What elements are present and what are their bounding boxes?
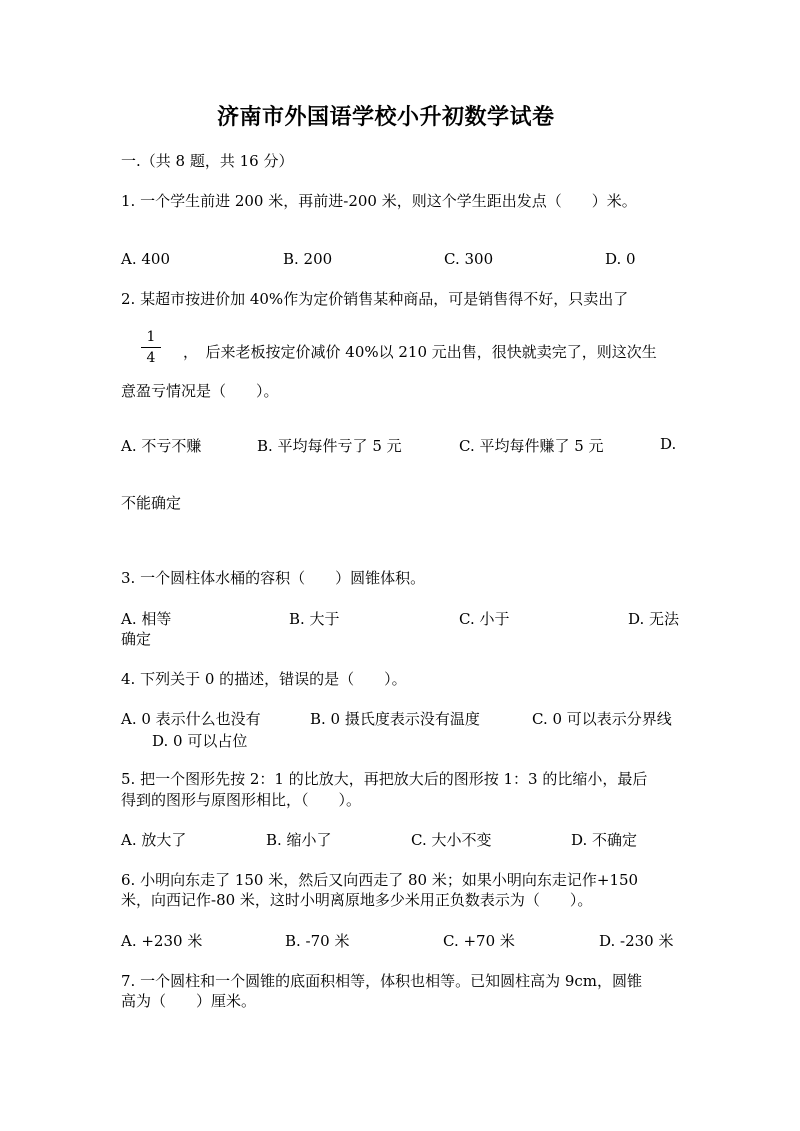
q4-option-c: C. 0 可以表示分界线 [532, 710, 672, 728]
q1-option-c: C. 300 [444, 250, 494, 268]
question-2-line-3: 意盈亏情况是（ ）。 [121, 382, 279, 400]
q1-option-a: A. 400 [121, 250, 170, 268]
question-5-line-2: 得到的图形与原图形相比，（ ）。 [121, 791, 362, 809]
q6-option-d: D. -230 米 [599, 932, 674, 950]
fraction-numerator: 1 [146, 329, 156, 345]
q2-option-d-continued: 不能确定 [121, 494, 182, 512]
q1-option-d: D. 0 [605, 250, 636, 268]
q2-option-a: A. 不亏不赚 [121, 437, 202, 455]
q4-option-a: A. 0 表示什么也没有 [121, 710, 261, 728]
question-6-line-1: 6. 小明向东走了 150 米，然后又向西走了 80 米；如果小明向东走记作+150 [121, 871, 639, 889]
q1-option-b: B. 200 [283, 250, 333, 268]
question-7-line-2: 高为（ ）厘米。 [121, 992, 257, 1010]
fraction-denominator: 4 [146, 350, 156, 366]
section-heading: 一.（共 8 题，共 16 分） [121, 152, 294, 170]
q5-option-c: C. 大小不变 [411, 831, 492, 849]
question-7-line-1: 7. 一个圆柱和一个圆锥的底面积相等，体积也相等。已知圆柱高为 9cm，圆锥 [121, 972, 643, 990]
q6-option-a: A. +230 米 [121, 932, 203, 950]
q3-option-d-continued: 确定 [121, 630, 152, 648]
question-1-text: 1. 一个学生前进 200 米，再前进-200 米，则这个学生距出发点（ ）米。 [121, 192, 637, 210]
question-3-text: 3. 一个圆柱体水桶的容积（ ）圆锥体积。 [121, 569, 426, 587]
fraction-one-quarter [141, 328, 161, 367]
question-2-line-2: ， 后来老板按定价减价 40%以 210 元出售，很快就卖完了，则这次生 [183, 343, 657, 361]
q5-option-a: A. 放大了 [121, 831, 187, 849]
fraction-bar [141, 347, 161, 348]
q3-option-c: C. 小于 [459, 610, 510, 628]
q2-option-d: D. [660, 435, 677, 453]
q3-option-b: B. 大于 [289, 610, 340, 628]
q3-option-d: D. 无法 [628, 610, 680, 628]
q2-option-b: B. 平均每件亏了 5 元 [257, 437, 402, 455]
question-5-line-1: 5. 把一个图形先按 2：1 的比放大，再把放大后的图形按 1：3 的比缩小，最后 [121, 770, 648, 788]
q4-option-d: D. 0 可以占位 [152, 732, 248, 750]
question-6-line-2: 米，向西记作-80 米，这时小明离原地多少米用正负数表示为（ ）。 [121, 891, 593, 909]
q6-option-b: B. -70 米 [285, 932, 350, 950]
page-title: 济南市外国语学校小升初数学试卷 [217, 104, 555, 130]
q3-option-a: A. 相等 [121, 610, 172, 628]
q5-option-d: D. 不确定 [571, 831, 638, 849]
q2-option-c: C. 平均每件赚了 5 元 [459, 437, 604, 455]
question-4-text: 4. 下列关于 0 的描述，错误的是（ ）。 [121, 670, 407, 688]
q4-option-b: B. 0 摄氏度表示没有温度 [310, 710, 480, 728]
q5-option-b: B. 缩小了 [266, 831, 332, 849]
question-2-line-1: 2. 某超市按进价加 40%作为定价销售某种商品，可是销售得不好，只卖出了 [121, 290, 629, 308]
q6-option-c: C. +70 米 [443, 932, 515, 950]
